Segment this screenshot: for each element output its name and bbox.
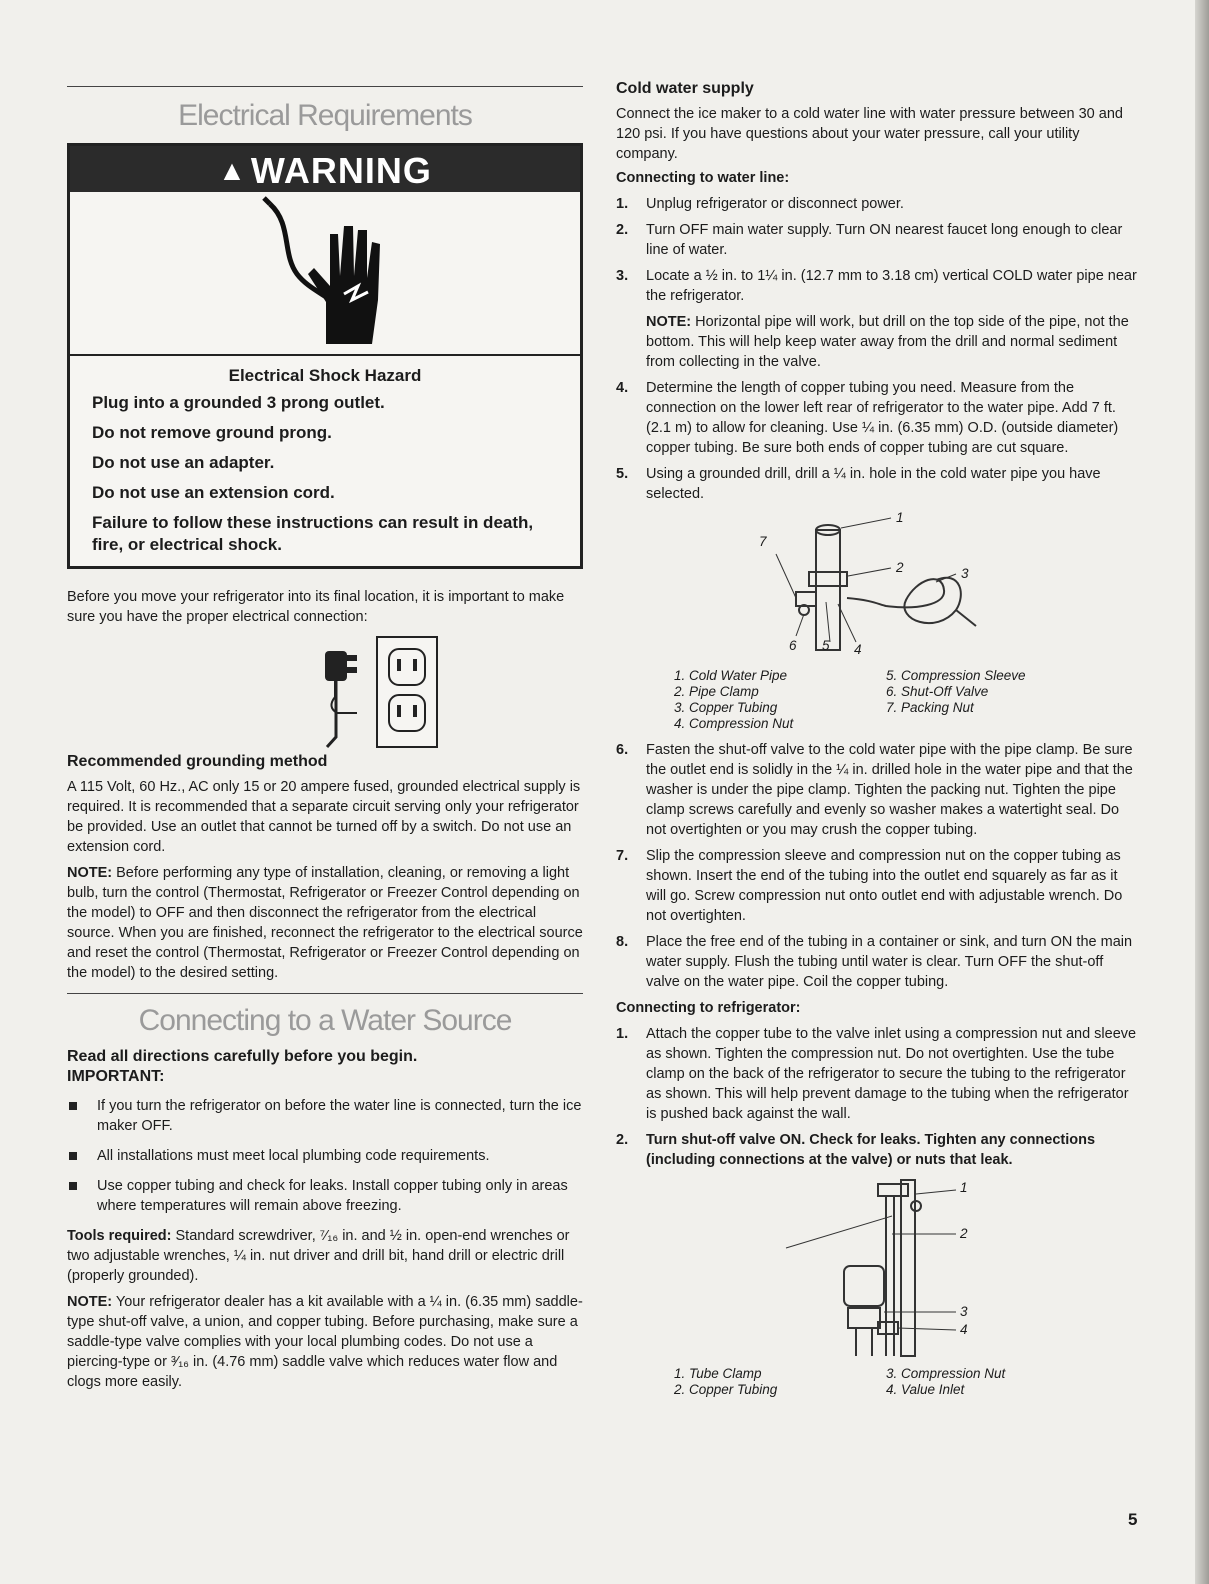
read-all-directions: Read all directions carefully before you begin. — [67, 1048, 418, 1065]
callout-label: 1 — [960, 1180, 968, 1195]
callout-label: 5 — [822, 638, 830, 653]
step3-note: NOTE: Horizontal pipe will work, but drill on the top side of the pipe, not the bottom. This will help keep water away from the drill and normal sediment from collecting in the valve. — [646, 314, 1129, 370]
important-list — [67, 1096, 583, 1216]
electrical-note — [67, 863, 583, 983]
step-item: 2. Turn OFF main water supply. Turn ON nearest faucet long enough to clear line of water. — [616, 222, 1123, 258]
callout-label: 6 — [789, 638, 797, 653]
grounded-outlet-icon — [67, 627, 583, 749]
electrical-title: Electrical Requirements — [178, 99, 472, 132]
step-item: 5. Using a grounded drill, drill a ¼ in. hole in the cold water pipe you have selected. — [616, 466, 1101, 502]
figure1-captions-left: 1. Cold Water Pipe 2. Pipe Clamp 3. Copper Tubing 4. Compression Nut — [674, 668, 794, 731]
page-edge — [1195, 0, 1209, 1584]
grounding-text: A 115 Volt, 60 Hz., AC only 15 or 20 ampere fused, grounded electrical supply is required. It is recommended that a separate circuit serving only your refrigerator be provided. Use an outlet that cannot be turned off by a switch. Do not use an extension cord. — [67, 779, 581, 855]
cold-water-heading: Cold water supply — [616, 80, 754, 97]
right-column — [616, 80, 1141, 1401]
figure1-captions-right: 5. Compression Sleeve 6. Shut-Off Valve 7. Packing Nut — [886, 668, 1026, 715]
step-item: 3. Locate a ½ in. to 1¼ in. (12.7 mm to 3.18 cm) vertical COLD water pipe near the refrigerator. NOTE: Horizontal pipe will work, but drill on the top side of the pipe, not the bottom. This will help keep water away from the drill and normal sediment from collecting in the valve. — [616, 266, 1141, 372]
shutoff-valve-diagram — [616, 510, 1141, 740]
hazard-line: Do not use an adapter. — [92, 453, 275, 472]
warning-box — [67, 143, 583, 569]
section-rule — [67, 86, 583, 87]
water-line-heading: Connecting to water line: — [616, 170, 790, 186]
step-item: 8. Place the free end of the tubing in a container or sink, and turn ON the main water supply. Flush the tubing until water is clear. Turn OFF the shut-off valve on the water pipe. Coil the copper tubing. — [616, 934, 1133, 990]
warning-triangle-icon: ▲ — [218, 155, 247, 186]
list-item: Use copper tubing and check for leaks. Install copper tubing only in areas where temperatures will remain above freezing. — [67, 1176, 583, 1216]
figure2-captions-left: 1. Tube Clamp 2. Copper Tubing — [674, 1366, 778, 1397]
list-item: If you turn the refrigerator on before the water line is connected, turn the ice maker OFF. — [67, 1096, 583, 1136]
bullet-square-icon — [69, 1102, 77, 1110]
note-label: NOTE: — [67, 865, 113, 881]
important-label: IMPORTANT: — [67, 1068, 165, 1085]
hazard-line: Plug into a grounded 3 prong outlet. — [92, 393, 385, 412]
callout-label: 4 — [854, 642, 862, 657]
electric-hand-icon — [70, 192, 580, 352]
step-item: 1. Unplug refrigerator or disconnect power. — [616, 196, 904, 212]
valve-steps — [616, 740, 1141, 992]
electrical-intro: Before you move your refrigerator into its final location, it is important to make sure you have the proper electrical connection: — [67, 589, 565, 625]
left-column — [67, 86, 583, 1392]
step-item: 7. Slip the compression sleeve and compression nut on the copper tubing as shown. Insert the end of the tubing into the outlet end squarely as far as it will go. Screw compression nut onto outlet end with adjustable wrench. Do not overtighten. — [616, 848, 1123, 924]
valve-assembly-illustration — [616, 510, 1141, 660]
callout-label: 4 — [960, 1322, 968, 1337]
refrigerator-heading: Connecting to refrigerator: — [616, 1000, 801, 1016]
hazard-line: Do not use an extension cord. — [92, 483, 335, 502]
water-source-title: Connecting to a Water Source — [138, 1004, 512, 1037]
warning-header — [70, 146, 580, 192]
note-text: Before performing any type of installation, cleaning, or removing a light bulb, turn the control (Thermostat, Refrigerator or Freezer Control depending on the model) to OFF and then disconnect the refrigerator from the electrical source. When you are finished, reconnect the refrigerator to the electrical source and reset the control (Thermostat, Refrigerator or Freezer Control depending on the model) to the desired setting. — [67, 865, 583, 981]
cold-water-intro: Connect the ice maker to a cold water line with water pressure between 30 and 120 psi. If you have questions about your water pressure, call your utility company. — [616, 106, 1123, 162]
section-rule — [67, 993, 583, 994]
callout-label: 1 — [896, 510, 904, 525]
warning-label: WARNING — [250, 150, 432, 191]
bullet-square-icon — [69, 1182, 77, 1190]
callout-label: 2 — [896, 560, 904, 575]
saddle-valve-note: NOTE: Your refrigerator dealer has a kit available with a ¼ in. (6.35 mm) saddle-type shut-off valve, a union, and copper tubing. Before purchasing, make sure a saddle-type valve complies with your local plumbing codes. Do not use a piercing-type or ³⁄₁₆ in. (4.76 mm) saddle valve which reduces water flow and clogs more easily. — [67, 1294, 583, 1390]
step-item: 2. Turn shut-off valve ON. Check for leaks. Tighten any connections (including connections at the valve) or nuts that leak. — [616, 1132, 1096, 1168]
water-line-steps — [616, 194, 1141, 504]
callout-label: 7 — [759, 534, 767, 549]
hazard-title: Electrical Shock Hazard — [228, 366, 422, 385]
figure2-captions-right: 3. Compression Nut 4. Value Inlet — [886, 1366, 1006, 1397]
step-item: 6. Fasten the shut-off valve to the cold water pipe with the pipe clamp. Be sure the outlet end is solidly in the ¼ in. drilled hole in the water pipe and that the washer is under the pipe clamp. Tighten the packing nut. Tighten the pipe clamp screws carefully and evenly so washer makes a watertight seal. Do not overtighten or you may crush the copper tubing. — [616, 742, 1133, 838]
tools-required: Tools required: Standard screwdriver, ⁷⁄₁₆ in. and ½ in. open-end wrenches or two adjustable wrenches, ¼ in. nut driver and drill bit, hand drill or electric drill (properly grounded). — [67, 1228, 570, 1284]
valve-inlet-illustration — [616, 1176, 1141, 1361]
grounding-heading: Recommended grounding method — [67, 753, 328, 770]
bullet-square-icon — [69, 1152, 77, 1160]
hazard-line: Do not remove ground prong. — [92, 423, 332, 442]
list-item: All installations must meet local plumbing code requirements. — [67, 1146, 583, 1166]
shock-hazard-hand — [70, 192, 580, 356]
refrigerator-connection-diagram — [616, 1176, 1141, 1401]
callout-label: 3 — [960, 1304, 968, 1319]
refrigerator-steps — [616, 1024, 1141, 1170]
step-item: 4. Determine the length of copper tubing you need. Measure from the connection on the lower left rear of refrigerator to the water pipe. Add 7 ft. (2.1 m) to allow for cleaning. Use ¼ in. (6.35 mm) O.D. (outside diameter) copper tubing. Be sure both ends of copper tubing are cut square. — [616, 380, 1119, 456]
outlet-illustration — [67, 627, 583, 749]
callout-label: 3 — [961, 566, 969, 581]
hazard-line: Failure to follow these instructions can result in death, fire, or electrical shock. — [92, 513, 534, 554]
page-number: 5 — [1128, 1510, 1138, 1529]
callout-label: 2 — [960, 1226, 968, 1241]
step-item: 1. Attach the copper tube to the valve inlet using a compression nut and sleeve as shown. Tighten the compression nut. Do not overtighten. Use the tube clamp on the back of the refrigerator to secure the tubing to the refrigerator as shown. This will help prevent damage to the tubing when the refrigerator is pushed back against the wall. — [616, 1026, 1137, 1122]
